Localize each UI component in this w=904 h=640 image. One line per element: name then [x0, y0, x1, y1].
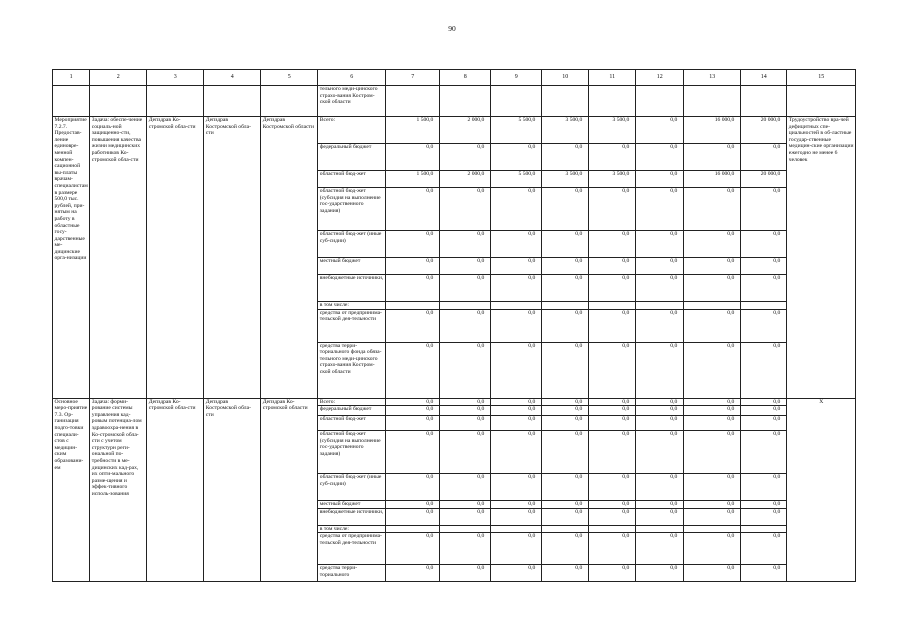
amount-cell: 0,0: [386, 474, 440, 501]
amount-cell: 0,0: [440, 431, 491, 474]
empty-cell: [90, 86, 147, 117]
empty-cell: [741, 86, 787, 117]
funding-source: областной бюд-жет: [318, 416, 386, 431]
amount-cell: 0,0: [386, 309, 440, 342]
column-number: 13: [684, 70, 741, 86]
empty-cell: [147, 86, 204, 117]
budget-table: [52, 69, 856, 582]
empty-cell: [440, 86, 491, 117]
amount-cell: 0,0: [440, 231, 491, 258]
amount-cell: 0,0: [440, 501, 491, 509]
amount-cell: 0,0: [636, 398, 684, 406]
amount-cell: 0,0: [589, 565, 636, 582]
amount-cell: 0,0: [542, 398, 589, 406]
empty-cell: [491, 86, 542, 117]
amount-cell: 0,0: [491, 398, 542, 406]
amount-cell: [589, 302, 636, 310]
amount-cell: 0,0: [542, 501, 589, 509]
amount-cell: 0,0: [741, 501, 787, 509]
amount-cell: 0,0: [589, 275, 636, 302]
amount-cell: 3 500,0: [542, 171, 589, 188]
amount-cell: 0,0: [440, 188, 491, 231]
amount-cell: 0,0: [542, 508, 589, 525]
amount-cell: 0,0: [440, 144, 491, 171]
amount-cell: 0,0: [636, 309, 684, 342]
funding-source: средства терри-ториального: [318, 565, 386, 582]
amount-cell: 0,0: [589, 144, 636, 171]
amount-cell: 0,0: [741, 416, 787, 431]
amount-cell: [741, 525, 787, 533]
amount-cell: 0,0: [684, 431, 741, 474]
amount-cell: 2 000,0: [440, 117, 491, 144]
column-number: 14: [741, 70, 787, 86]
amount-cell: 0,0: [741, 533, 787, 565]
column-number: 3: [147, 70, 204, 86]
amount-cell: [491, 302, 542, 310]
amount-cell: 2 000,0: [440, 171, 491, 188]
amount-cell: 20 000,0: [741, 117, 787, 144]
amount-cell: 0,0: [636, 474, 684, 501]
column-number: 9: [491, 70, 542, 86]
column-number: 10: [542, 70, 589, 86]
amount-cell: 0,0: [491, 309, 542, 342]
amount-cell: 0,0: [542, 309, 589, 342]
amount-cell: 0,0: [589, 508, 636, 525]
funding-source: областной бюд-жет: [318, 171, 386, 188]
amount-cell: 0,0: [386, 188, 440, 231]
amount-cell: [386, 525, 440, 533]
amount-cell: 0,0: [636, 231, 684, 258]
amount-cell: 0,0: [741, 406, 787, 416]
column-number: 5: [261, 70, 318, 86]
amount-cell: 0,0: [386, 406, 440, 416]
amount-cell: 0,0: [741, 188, 787, 231]
amount-cell: [636, 302, 684, 310]
amount-cell: 0,0: [542, 406, 589, 416]
amount-cell: 1 500,0: [386, 171, 440, 188]
amount-cell: 0,0: [636, 533, 684, 565]
amount-cell: 0,0: [684, 231, 741, 258]
amount-cell: 0,0: [636, 565, 684, 582]
amount-cell: 3 500,0: [542, 117, 589, 144]
amount-cell: 0,0: [542, 231, 589, 258]
amount-cell: 16 000,0: [684, 117, 741, 144]
amount-cell: 0,0: [542, 474, 589, 501]
amount-cell: 0,0: [491, 565, 542, 582]
empty-cell: [204, 86, 261, 117]
amount-cell: 0,0: [440, 342, 491, 398]
empty-cell: [542, 86, 589, 117]
amount-cell: 0,0: [386, 231, 440, 258]
amount-cell: 0,0: [684, 275, 741, 302]
amount-cell: 0,0: [684, 309, 741, 342]
amount-cell: 0,0: [491, 275, 542, 302]
amount-cell: 0,0: [386, 275, 440, 302]
amount-cell: 0,0: [684, 398, 741, 406]
column-number: 11: [589, 70, 636, 86]
amount-cell: 0,0: [542, 431, 589, 474]
amount-cell: 0,0: [741, 565, 787, 582]
amount-cell: [636, 525, 684, 533]
amount-cell: 3 500,0: [589, 117, 636, 144]
amount-cell: 0,0: [636, 416, 684, 431]
amount-cell: 0,0: [440, 416, 491, 431]
amount-cell: 0,0: [440, 309, 491, 342]
amount-cell: 0,0: [741, 144, 787, 171]
budget-row: [53, 398, 856, 406]
amount-cell: 0,0: [491, 533, 542, 565]
column-number: 1: [53, 70, 90, 86]
funding-source: местный бюджет: [318, 258, 386, 275]
funding-source: средства от предпринима-тельской дея-тельности: [318, 309, 386, 342]
funding-source: федеральный бюджет: [318, 406, 386, 416]
co-executor: Депздрав Костромской обла-сти: [204, 117, 261, 399]
amount-cell: 0,0: [636, 431, 684, 474]
amount-cell: 0,0: [684, 508, 741, 525]
amount-cell: 1 500,0: [386, 117, 440, 144]
amount-cell: [684, 525, 741, 533]
amount-cell: 0,0: [741, 398, 787, 406]
amount-cell: 0,0: [386, 398, 440, 406]
amount-cell: 5 500,0: [491, 117, 542, 144]
empty-cell: [589, 86, 636, 117]
amount-cell: 0,0: [491, 258, 542, 275]
amount-cell: 0,0: [684, 501, 741, 509]
amount-cell: 0,0: [589, 416, 636, 431]
amount-cell: 0,0: [589, 533, 636, 565]
amount-cell: 0,0: [741, 474, 787, 501]
amount-cell: 0,0: [440, 508, 491, 525]
continuation-row: [53, 86, 856, 117]
amount-cell: 0,0: [636, 171, 684, 188]
amount-cell: 0,0: [440, 474, 491, 501]
amount-cell: 0,0: [741, 275, 787, 302]
expected-result: Х: [787, 398, 856, 582]
amount-cell: 0,0: [741, 258, 787, 275]
amount-cell: 0,0: [491, 508, 542, 525]
column-number: 2: [90, 70, 147, 86]
empty-cell: [684, 86, 741, 117]
amount-cell: [542, 302, 589, 310]
participant: Депздрав Ко-стромской области: [261, 398, 318, 582]
amount-cell: 0,0: [684, 406, 741, 416]
amount-cell: 0,0: [684, 565, 741, 582]
amount-cell: 0,0: [542, 342, 589, 398]
column-number: 12: [636, 70, 684, 86]
amount-cell: 0,0: [491, 144, 542, 171]
amount-cell: 0,0: [386, 431, 440, 474]
amount-cell: 0,0: [386, 501, 440, 509]
amount-cell: 0,0: [684, 258, 741, 275]
amount-cell: [440, 302, 491, 310]
funding-source: внебюджетные источники,: [318, 275, 386, 302]
amount-cell: 0,0: [491, 416, 542, 431]
amount-cell: 0,0: [491, 431, 542, 474]
amount-cell: 0,0: [636, 342, 684, 398]
measure-name: Основное меро-приятие 7.3. Ор-ганизация подго-товки специали-стов с медицин-ским образовани-ем: [53, 398, 90, 582]
amount-cell: 0,0: [636, 508, 684, 525]
amount-cell: 0,0: [684, 533, 741, 565]
amount-cell: 0,0: [589, 431, 636, 474]
funding-source: областной бюд-жет (субсидия на выполнение гос-ударственного задания): [318, 431, 386, 474]
amount-cell: 0,0: [589, 309, 636, 342]
amount-cell: 5 500,0: [491, 171, 542, 188]
funding-source: федеральный бюджет: [318, 144, 386, 171]
participant: Депздрав Костромской области: [261, 117, 318, 399]
amount-cell: 0,0: [491, 474, 542, 501]
measure-name: Мероприятие 7.2.7. Предостав-ление единовре-менной компен-сационной вы-платы врачам-специалистам в размере 500,0 тыс. рублей, при-нятым на работу в областные госу-дарственные ме-дицинские орга-низации: [53, 117, 90, 399]
amount-cell: 0,0: [684, 416, 741, 431]
amount-cell: 0,0: [589, 258, 636, 275]
amount-cell: 0,0: [542, 533, 589, 565]
funding-source: тельного меди-цинского страхо-вания Костром-ской области: [318, 86, 386, 117]
co-executor: Депздрав Костромской обла-сти: [204, 398, 261, 582]
funding-source: внебюджетные источники,: [318, 508, 386, 525]
funding-source: Всего:: [318, 117, 386, 144]
measure-task: Задача: обеспе-чение социаль-ной защищенно-сти, повышения качества жизни медицинских работников Ко-стромской обла-сти: [90, 117, 147, 399]
amount-cell: 0,0: [386, 533, 440, 565]
amount-cell: 0,0: [440, 565, 491, 582]
amount-cell: 0,0: [589, 474, 636, 501]
amount-cell: 0,0: [386, 144, 440, 171]
amount-cell: 0,0: [386, 565, 440, 582]
amount-cell: 0,0: [542, 258, 589, 275]
amount-cell: [386, 302, 440, 310]
amount-cell: 0,0: [589, 231, 636, 258]
amount-cell: 0,0: [636, 501, 684, 509]
amount-cell: 0,0: [636, 188, 684, 231]
empty-cell: [787, 86, 856, 117]
amount-cell: 0,0: [741, 431, 787, 474]
amount-cell: 0,0: [684, 342, 741, 398]
executor: Депздрав Ко-стромской обла-сти: [147, 117, 204, 399]
amount-cell: 0,0: [636, 144, 684, 171]
amount-cell: 0,0: [636, 275, 684, 302]
amount-cell: 0,0: [491, 188, 542, 231]
amount-cell: 0,0: [491, 501, 542, 509]
funding-source: в том числе:: [318, 302, 386, 310]
funding-source: областной бюд-жет (иные суб-сидии): [318, 474, 386, 501]
budget-row: [53, 117, 856, 144]
empty-cell: [636, 86, 684, 117]
amount-cell: 0,0: [741, 342, 787, 398]
column-number: 4: [204, 70, 261, 86]
funding-source: областной бюд-жет (иные суб-сидии): [318, 231, 386, 258]
amount-cell: 0,0: [386, 258, 440, 275]
amount-cell: 0,0: [589, 188, 636, 231]
funding-source: областной бюд-жет (субсидия на выполнение гос-ударственного задания): [318, 188, 386, 231]
amount-cell: 0,0: [589, 398, 636, 406]
amount-cell: 0,0: [684, 474, 741, 501]
funding-source: средства терри-ториального фонда обяза-тельного меди-цинского страхо-вания Костром-ской области: [318, 342, 386, 398]
funding-source: Всего:: [318, 398, 386, 406]
column-number: 15: [787, 70, 856, 86]
amount-cell: 0,0: [542, 188, 589, 231]
amount-cell: [440, 525, 491, 533]
column-number-row: [53, 70, 856, 86]
amount-cell: 0,0: [440, 398, 491, 406]
amount-cell: 0,0: [741, 231, 787, 258]
amount-cell: 0,0: [491, 231, 542, 258]
amount-cell: 0,0: [589, 501, 636, 509]
page-number: 90: [448, 24, 456, 33]
empty-cell: [386, 86, 440, 117]
amount-cell: 0,0: [636, 117, 684, 144]
amount-cell: 0,0: [636, 406, 684, 416]
amount-cell: [491, 525, 542, 533]
empty-cell: [261, 86, 318, 117]
executor: Депздрав Ко-стромской обла-сти: [147, 398, 204, 582]
amount-cell: 0,0: [741, 309, 787, 342]
amount-cell: [741, 302, 787, 310]
amount-cell: 0,0: [491, 342, 542, 398]
column-number: 8: [440, 70, 491, 86]
measure-task: Задача: форми-рование системы управления кад-ровым потенциа-лом здравоохра-нения в Ко-стромской обла-сти с учетом структурн реги-ональной по-требности в ме-дицинских кад-рах, их опти-мального разме-щения и эффек-тивного исполь-зования: [90, 398, 147, 582]
amount-cell: 0,0: [741, 508, 787, 525]
amount-cell: 0,0: [542, 144, 589, 171]
amount-cell: [542, 525, 589, 533]
amount-cell: 0,0: [542, 565, 589, 582]
amount-cell: 0,0: [491, 406, 542, 416]
amount-cell: 3 500,0: [589, 171, 636, 188]
amount-cell: 0,0: [589, 406, 636, 416]
column-number: 6: [318, 70, 386, 86]
amount-cell: [589, 525, 636, 533]
amount-cell: 20 000,0: [741, 171, 787, 188]
amount-cell: 0,0: [636, 258, 684, 275]
empty-cell: [53, 86, 90, 117]
amount-cell: 0,0: [440, 275, 491, 302]
amount-cell: 0,0: [542, 416, 589, 431]
amount-cell: 0,0: [440, 533, 491, 565]
funding-source: средства от предпринима-тельской дея-тельности: [318, 533, 386, 565]
amount-cell: 0,0: [440, 406, 491, 416]
funding-source: в том числе:: [318, 525, 386, 533]
amount-cell: 0,0: [684, 188, 741, 231]
expected-result: Трудоустройство вра-чей дефицитных спе-циальностей в об-ластные государ-ственные медицин-ские организации ежегодно не менее 6 человек: [787, 117, 856, 399]
amount-cell: 0,0: [386, 508, 440, 525]
amount-cell: [684, 302, 741, 310]
amount-cell: 0,0: [386, 416, 440, 431]
amount-cell: 16 000,0: [684, 171, 741, 188]
amount-cell: 0,0: [440, 258, 491, 275]
amount-cell: 0,0: [542, 275, 589, 302]
amount-cell: 0,0: [589, 342, 636, 398]
amount-cell: 0,0: [684, 144, 741, 171]
funding-source: местный бюджет: [318, 501, 386, 509]
column-number: 7: [386, 70, 440, 86]
amount-cell: 0,0: [386, 342, 440, 398]
